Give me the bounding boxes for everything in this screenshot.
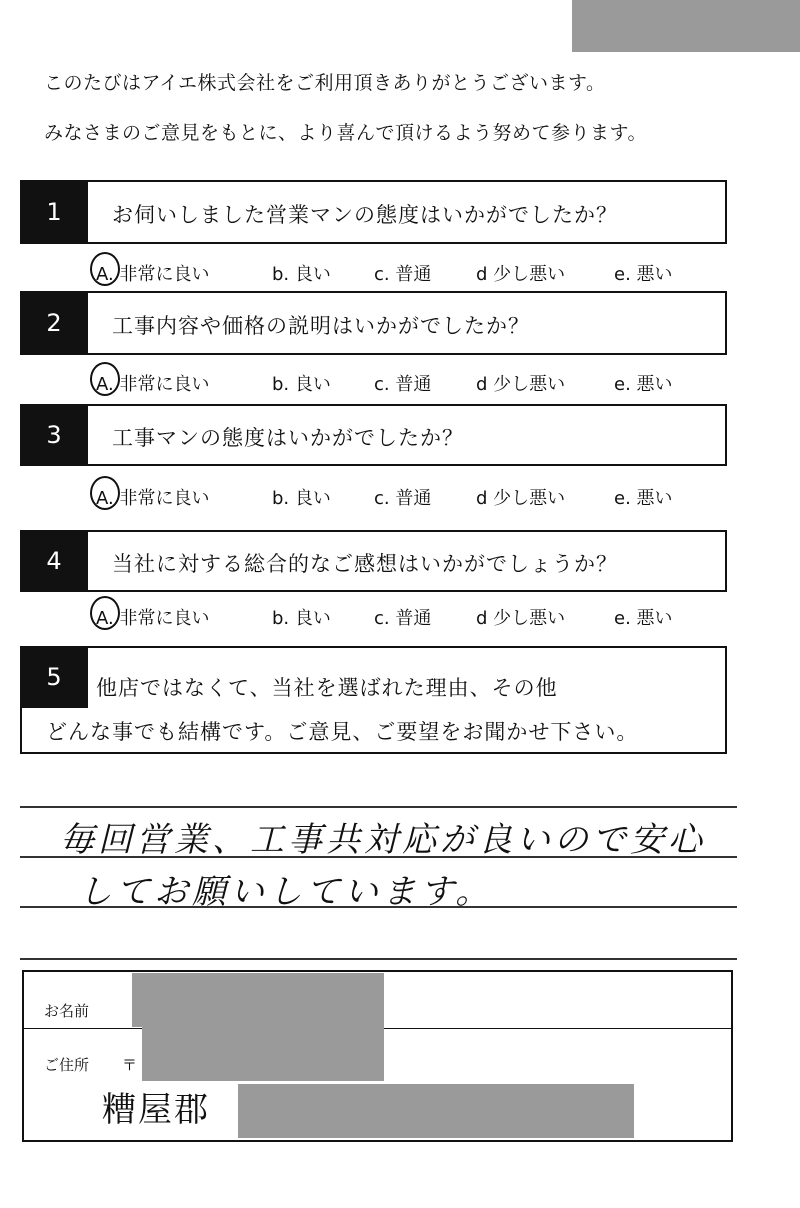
- option-b[interactable]: b. 良い: [272, 264, 331, 285]
- question-2-box: [20, 291, 727, 355]
- redacted-postal-code: [142, 1027, 384, 1081]
- answer-rule-2: [20, 856, 737, 858]
- question-2-number: 2: [20, 291, 88, 355]
- option-c[interactable]: c. 普通: [374, 264, 432, 285]
- question-3-text: 工事マンの態度はいかがでしたか？: [112, 426, 464, 450]
- option-c[interactable]: c. 普通: [374, 608, 432, 629]
- question-5-text-line-1: 他店ではなくて、当社を選ばれた理由、その他: [96, 676, 558, 700]
- question-4-text: 当社に対する総合的なご感想はいかがでしょうか？: [112, 552, 618, 576]
- handwritten-answer-line-1: 毎回営業、工事共対応が良いので安心: [60, 820, 706, 860]
- question-5-number: 5: [20, 646, 88, 708]
- option-e[interactable]: e. 悪い: [614, 488, 673, 509]
- answer-rule-4: [20, 958, 737, 960]
- question-1-box: [20, 180, 727, 244]
- question-4-number: 4: [20, 530, 88, 592]
- option-b[interactable]: b. 良い: [272, 488, 331, 509]
- question-2-options: [96, 366, 696, 400]
- question-3-number: 3: [20, 404, 88, 466]
- option-c[interactable]: c. 普通: [374, 488, 432, 509]
- question-1-options: [96, 256, 696, 290]
- intro-line-1: このたびはアイエ株式会社をご利用頂きありがとうございます。: [44, 72, 606, 94]
- option-a[interactable]: A. 非常に良い: [96, 264, 210, 285]
- question-5-box: [20, 646, 727, 754]
- address-label: ご住所: [44, 1056, 90, 1074]
- option-d[interactable]: d 少し悪い: [476, 608, 566, 629]
- name-label: お名前: [44, 1002, 90, 1020]
- redacted-name: [132, 973, 384, 1027]
- redacted-header-block: [572, 0, 800, 52]
- postal-mark: 〒: [122, 1056, 138, 1074]
- option-e[interactable]: e. 悪い: [614, 374, 673, 395]
- option-e[interactable]: e. 悪い: [614, 264, 673, 285]
- option-b[interactable]: b. 良い: [272, 608, 331, 629]
- option-a[interactable]: A. 非常に良い: [96, 488, 210, 509]
- handwritten-address: 糟屋郡: [102, 1090, 210, 1130]
- option-a[interactable]: A. 非常に良い: [96, 374, 210, 395]
- question-4-options: [96, 600, 696, 634]
- redacted-address: [238, 1084, 634, 1138]
- option-d[interactable]: d 少し悪い: [476, 374, 566, 395]
- handwritten-answer-line-2: してお願いしています。: [78, 872, 494, 912]
- question-1-number: 1: [20, 180, 88, 244]
- question-2-text: 工事内容や価格の説明はいかがでしたか？: [112, 314, 530, 338]
- question-3-options: [96, 480, 696, 514]
- answer-rule-1: [20, 806, 737, 808]
- option-a[interactable]: A. 非常に良い: [96, 608, 210, 629]
- answer-rule-3: [20, 906, 737, 908]
- question-4-box: [20, 530, 727, 592]
- question-1-text: お伺いしました営業マンの態度はいかがでしたか？: [112, 203, 618, 227]
- intro-line-2: みなさまのご意見をもとに、より喜んで頂けるよう努めて参ります。: [44, 122, 647, 144]
- option-d[interactable]: d 少し悪い: [476, 264, 566, 285]
- option-c[interactable]: c. 普通: [374, 374, 432, 395]
- option-d[interactable]: d 少し悪い: [476, 488, 566, 509]
- question-5-text-line-2: どんな事でも結構です。ご意見、ご要望をお聞かせ下さい。: [46, 720, 639, 744]
- question-3-box: [20, 404, 727, 466]
- option-e[interactable]: e. 悪い: [614, 608, 673, 629]
- option-b[interactable]: b. 良い: [272, 374, 331, 395]
